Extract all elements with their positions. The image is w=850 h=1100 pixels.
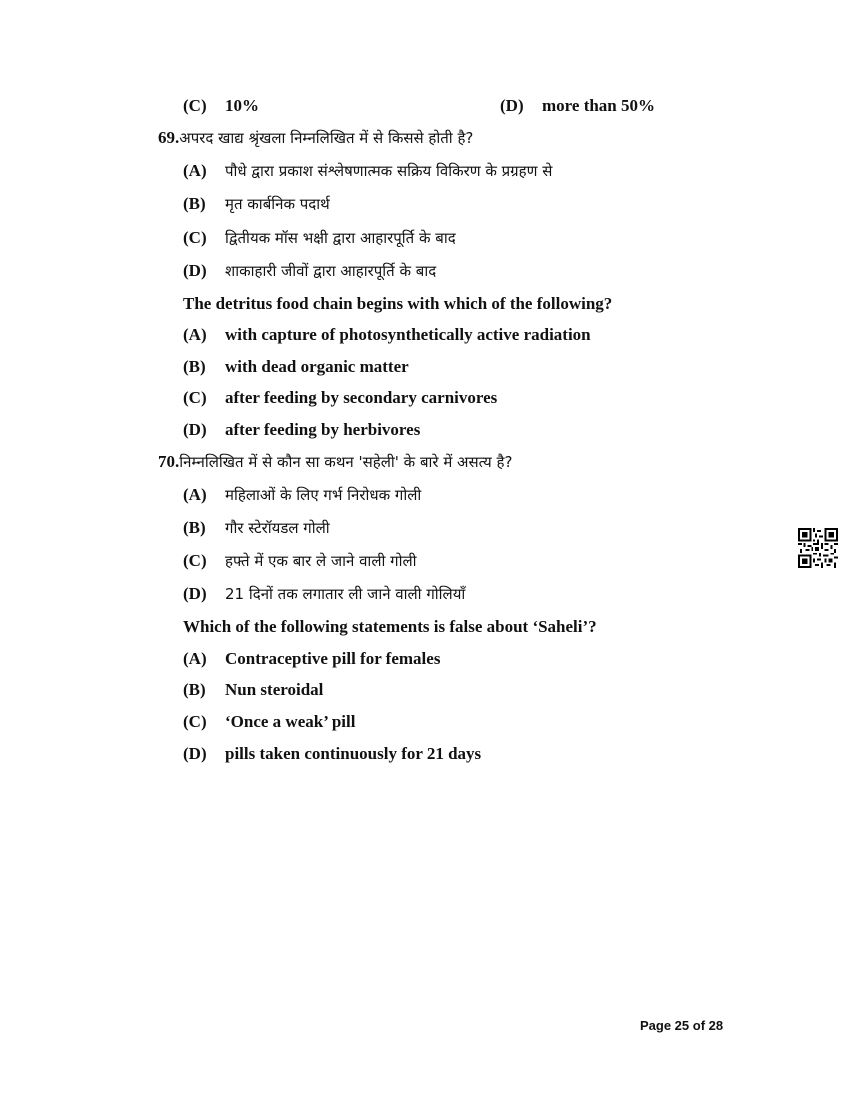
option-text: द्वितीयक मॉस भक्षी द्वारा आहारपूर्ति के बाद — [225, 229, 456, 247]
q70-hindi-option-c — [183, 551, 417, 571]
option-text: गौर स्टेरॉयडल गोली — [225, 519, 330, 537]
option-text: Nun steroidal — [225, 680, 324, 699]
option-label: (D) — [500, 96, 524, 115]
option-label: (A) — [183, 325, 207, 344]
question-text: Which of the following statements is false about ‘Saheli’? — [183, 617, 597, 636]
option-text: मृत कार्बनिक पदार्थ — [225, 195, 330, 213]
option-label: (B) — [183, 194, 206, 213]
question-70-hindi — [158, 452, 512, 472]
option-label: (B) — [183, 680, 206, 699]
option-text: पौधे द्वारा प्रकाश संश्लेषणात्मक सक्रिय विकिरण के प्रग्रहण से — [225, 162, 553, 180]
q70-hindi-option-b — [183, 518, 330, 538]
q69-english-option-d — [183, 420, 420, 440]
q69-hindi-option-b — [183, 194, 330, 214]
option-text: 21 दिनों तक लगातार ली जाने वाली गोलियाँ — [225, 585, 466, 603]
q69-hindi-option-d — [183, 261, 436, 281]
page-number: Page 25 of 28 — [640, 1018, 724, 1033]
question-text: अपरद खाद्य श्रृंखला निम्नलिखित में से किससे होती है? — [179, 129, 474, 147]
option-label: (A) — [183, 649, 207, 668]
prev-option-d — [500, 96, 655, 116]
option-text: Contraceptive pill for females — [225, 649, 441, 668]
option-label: (C) — [183, 96, 207, 115]
question-text: The detritus food chain begins with which of the following? — [183, 294, 613, 313]
option-text: शाकाहारी जीवों द्वारा आहारपूर्ति के बाद — [225, 262, 437, 280]
option-label: (D) — [183, 744, 207, 763]
question-70-english — [183, 617, 597, 637]
q70-english-option-b — [183, 680, 323, 700]
option-label: (C) — [183, 388, 207, 407]
option-label: (C) — [183, 228, 207, 247]
question-text: निम्नलिखित में से कौन सा कथन 'सहेली' के बारे में असत्य है? — [179, 453, 513, 471]
option-text: 10% — [225, 96, 259, 115]
option-label: (C) — [183, 551, 207, 570]
q70-english-option-a — [183, 649, 440, 669]
q70-english-option-c — [183, 712, 355, 732]
option-text: after feeding by secondary carnivores — [225, 388, 498, 407]
option-text: हफ्ते में एक बार ले जाने वाली गोली — [225, 552, 417, 570]
question-69-english — [183, 294, 612, 314]
q69-english-option-c — [183, 388, 497, 408]
q70-english-option-d — [183, 744, 481, 764]
option-label: (A) — [183, 485, 207, 504]
question-69-hindi — [158, 128, 473, 148]
question-number: 70. — [158, 452, 180, 471]
q70-hindi-option-a — [183, 485, 421, 505]
q69-english-option-a — [183, 325, 591, 345]
option-text: more than 50% — [542, 96, 656, 115]
option-text: महिलाओं के लिए गर्भ निरोधक गोली — [225, 486, 422, 504]
option-label: (B) — [183, 357, 206, 376]
question-number: 69. — [158, 128, 180, 147]
option-label: (C) — [183, 712, 207, 731]
option-text: with capture of photosynthetically active radiation — [225, 325, 591, 344]
option-label: (D) — [183, 261, 207, 280]
option-label: (B) — [183, 518, 206, 537]
option-text: with dead organic matter — [225, 357, 409, 376]
option-text: ‘Once a weak’ pill — [225, 712, 356, 731]
option-label: (A) — [183, 161, 207, 180]
option-text: pills taken continuously for 21 days — [225, 744, 482, 763]
prev-option-c — [183, 96, 259, 116]
option-text: after feeding by herbivores — [225, 420, 421, 439]
qr-code-icon — [798, 528, 838, 568]
option-label: (D) — [183, 584, 207, 603]
q70-hindi-option-d — [183, 584, 465, 604]
option-label: (D) — [183, 420, 207, 439]
q69-english-option-b — [183, 357, 409, 377]
q69-hindi-option-a — [183, 161, 552, 181]
q69-hindi-option-c — [183, 228, 456, 248]
